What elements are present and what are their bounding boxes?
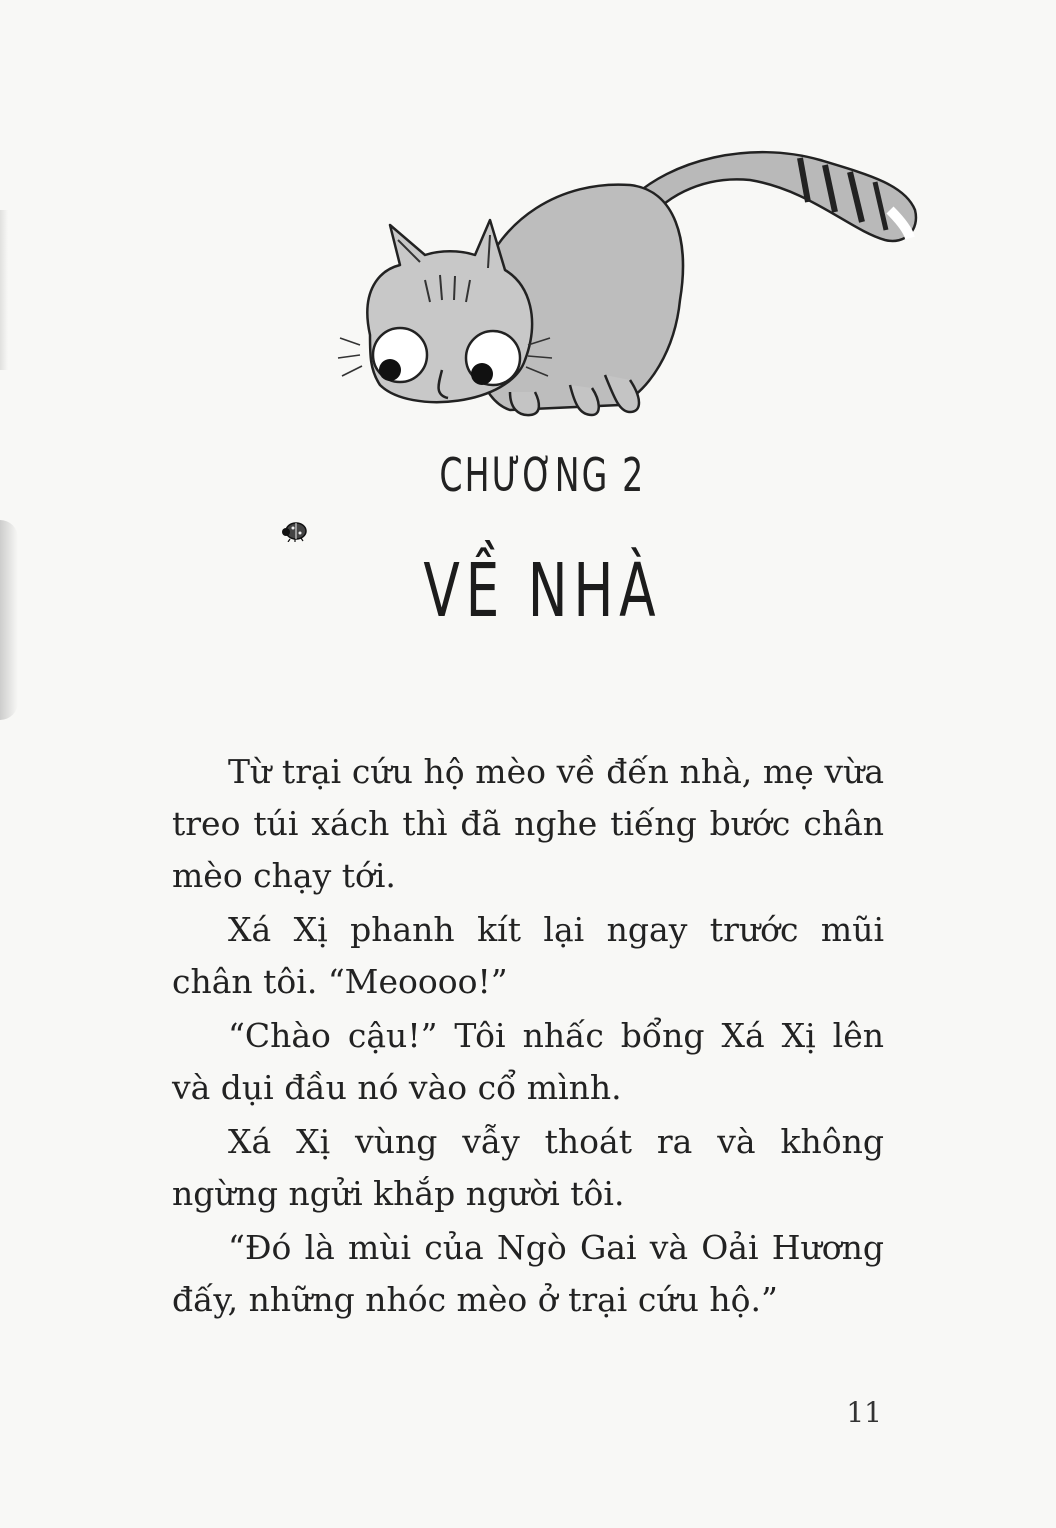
cat-icon [330, 130, 930, 430]
page-edge-shadow [0, 210, 8, 370]
page-edge-smudge [0, 520, 18, 720]
paragraph: Xá Xị vùng vẫy thoát ra và không ngừng ngửi khắp người tôi. [172, 1122, 884, 1213]
paragraph: Xá Xị phanh kít lại ngay trước mũi chân tôi. “Meoooo!” [172, 910, 884, 1001]
chapter-body [172, 746, 884, 1326]
chapter-title: VỀ NHÀ [423, 548, 662, 634]
paragraph: “Đó là mùi của Ngò Gai và Oải Hương đấy, những nhóc mèo ở trại cứu hộ.” [172, 1228, 884, 1319]
ladybug-icon [281, 518, 309, 542]
chapter-number: CHƯƠNG 2 [439, 448, 646, 502]
paragraph: “Chào cậu!” Tôi nhấc bổng Xá Xị lên và dụi đầu nó vào cổ mình. [172, 1016, 884, 1107]
page-number: 11 [846, 1396, 882, 1429]
paragraph: Từ trại cứu hộ mèo về đến nhà, mẹ vừa treo túi xách thì đã nghe tiếng bước chân mèo chạy tới. [172, 752, 884, 895]
